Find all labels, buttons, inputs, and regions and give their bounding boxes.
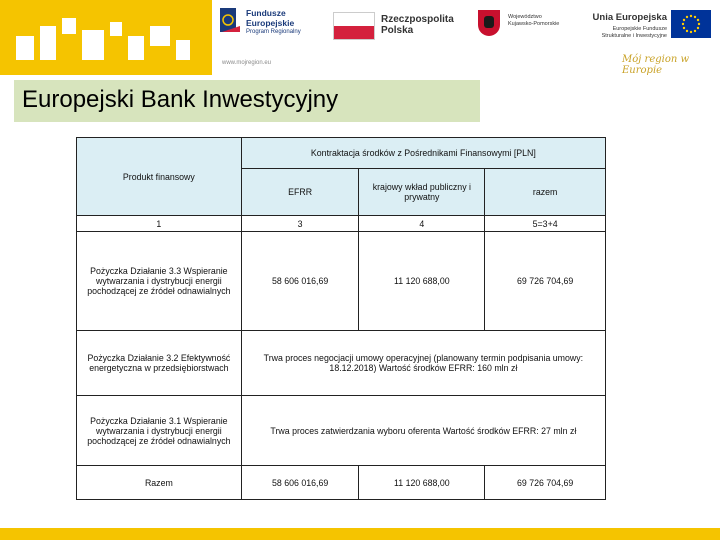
krajowy-cell: 11 120 688,00 [359,232,485,331]
total-label: Razem [77,466,242,500]
status-note-cell: Trwa proces negocjacji umowy operacyjnej (planowany termin podpisania umowy: 18.12.2018) Wartość środków EFRR: 160 mln zł [241,331,605,396]
header-group: Kontraktacja środków z Pośrednikami Finansowymi [PLN] [241,138,605,169]
wojewodztwo-logo [478,10,563,40]
efrr-cell: 58 606 016,69 [241,232,359,331]
eu-flag-icon [671,10,711,38]
product-cell: Pożyczka Działanie 3.3 Wspieranie wytwarzania i dystrybucji energii pochodzącej ze źródeł odnawialnych [77,232,242,331]
razem-cell: 69 726 704,69 [485,232,606,331]
total-krajowy: 11 120 688,00 [359,466,485,500]
product-cell: Pożyczka Działanie 3.1 Wspieranie wytwarzania i dystrybucji energii pochodzącej ze źródeł odnawialnych [77,396,242,466]
table-row [77,396,606,466]
column-number: 5=3+4 [485,216,606,232]
decorative-yellow-block [0,0,212,75]
column-number: 4 [359,216,485,232]
header-razem: razem [485,169,606,216]
column-number: 1 [77,216,242,232]
total-row [77,466,606,500]
fundusze-europejskie-emblem-icon [218,6,242,34]
header-product: Produkt finansowy [77,138,242,216]
coat-of-arms-icon [478,10,500,36]
wojewodztwo-logo-text: Województwo Kujawsko-Pomorskie [508,14,560,27]
total-efrr: 58 606 016,69 [241,466,359,500]
slogan: Mój region w Europie [622,54,690,76]
website-url: www.mojregion.eu [222,60,272,66]
total-razem: 69 726 704,69 [485,466,606,500]
page-title: Europejski Bank Inwestycyjny [22,86,339,113]
rzeczpospolita-logo [333,12,463,40]
fundusze-europejskie-logo [218,6,318,46]
title-bar [14,80,480,122]
rzeczpospolita-logo-text: Rzeczpospolita Polska [381,14,454,36]
header-band [0,0,720,75]
bottom-stripe [0,528,720,540]
status-note-cell: Trwa proces zatwierdzania wyboru oferenta Wartość środków EFRR: 27 mln zł [241,396,605,466]
polish-flag-icon [333,12,375,40]
product-cell: Pożyczka Działanie 3.2 Efektywność energetyczna w przedsiębiorstwach [77,331,242,396]
table-header-row [77,138,606,169]
header-efrr: EFRR [241,169,359,216]
ue-logo-subtext: Europejskie Fundusze Strukturalne i Inwestycyjne [601,26,667,39]
column-number: 3 [241,216,359,232]
fundusze-logo-subtext: Program Regionalny [246,29,301,35]
header-krajowy: krajowy wkład publiczny i prywatny [359,169,485,216]
table-row [77,331,606,396]
fundusze-logo-text: Fundusze Europejskie [246,8,295,28]
contracting-table [76,137,606,500]
ue-logo-title: Unia Europejska [592,12,667,23]
unia-europejska-logo [565,10,715,46]
table-row [77,232,606,331]
column-number-row [77,216,606,232]
